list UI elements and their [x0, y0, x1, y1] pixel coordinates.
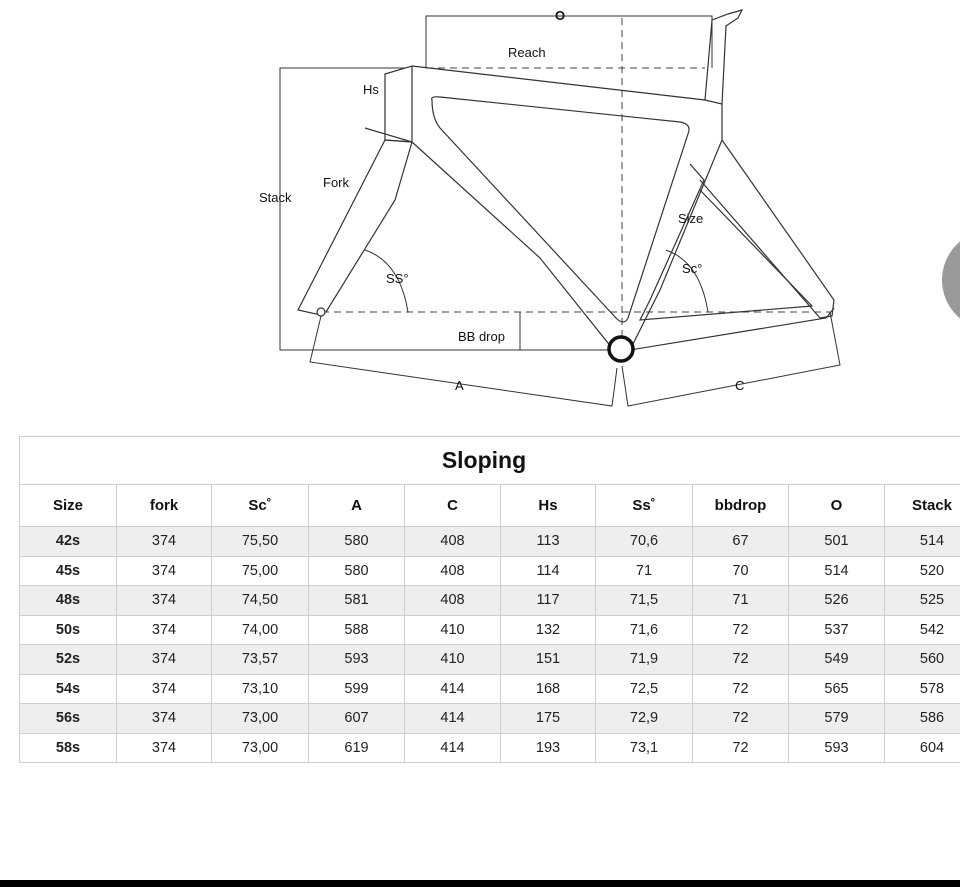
table-cell: 549: [789, 645, 885, 675]
header-o: O: [789, 485, 885, 527]
table-row: [20, 645, 960, 675]
header-sc: Sc˚: [212, 485, 309, 527]
header-a: A: [309, 485, 405, 527]
table-cell: 520: [885, 556, 960, 586]
size-cell: 50s: [20, 615, 117, 645]
table-cell: 70,6: [596, 527, 693, 557]
table-cell: 73,10: [212, 674, 309, 704]
table-cell: 374: [117, 733, 212, 763]
table-cell: 72,9: [596, 704, 693, 734]
table-cell: 408: [405, 556, 501, 586]
table-cell: 408: [405, 527, 501, 557]
table-cell: 374: [117, 645, 212, 675]
header-stack: Stack: [885, 485, 960, 527]
o-label: O: [555, 8, 566, 23]
table-cell: 593: [789, 733, 885, 763]
table-cell: 410: [405, 645, 501, 675]
table-row: [20, 733, 960, 763]
table-cell: 151: [501, 645, 596, 675]
table-cell: 410: [405, 615, 501, 645]
table-row: [20, 674, 960, 704]
table-body: [20, 527, 960, 763]
table-cell: 73,00: [212, 704, 309, 734]
table-cell: 74,00: [212, 615, 309, 645]
hs-label: Hs: [363, 82, 379, 97]
table-cell: 73,57: [212, 645, 309, 675]
table-cell: 72: [693, 674, 789, 704]
size-cell: 54s: [20, 674, 117, 704]
table-cell: 70: [693, 556, 789, 586]
main-frame: [412, 10, 834, 350]
table-cell: 193: [501, 733, 596, 763]
table-cell: 565: [789, 674, 885, 704]
table-cell: 74,50: [212, 586, 309, 616]
header-bbdrop: bbdrop: [693, 485, 789, 527]
table-cell: 537: [789, 615, 885, 645]
table-cell: 71: [596, 556, 693, 586]
table-cell: 117: [501, 586, 596, 616]
table-cell: 593: [309, 645, 405, 675]
table-cell: 607: [309, 704, 405, 734]
table-cell: 588: [309, 615, 405, 645]
header-ss: Ss˚: [596, 485, 693, 527]
size-cell: 58s: [20, 733, 117, 763]
table-cell: 132: [501, 615, 596, 645]
table-row: [20, 704, 960, 734]
table-row: [20, 527, 960, 557]
table-cell: 374: [117, 704, 212, 734]
size-cell: 42s: [20, 527, 117, 557]
frame-geometry-diagram: [0, 0, 960, 430]
size-label: Size: [678, 211, 704, 226]
stack-label: Stack: [259, 190, 292, 205]
geometry-table-grid: [19, 484, 960, 763]
table-cell: 619: [309, 733, 405, 763]
table-cell: 114: [501, 556, 596, 586]
table-cell: 501: [789, 527, 885, 557]
table-cell: 374: [117, 615, 212, 645]
header-fork: fork: [117, 485, 212, 527]
size-cell: 52s: [20, 645, 117, 675]
o-dimension: [426, 16, 712, 68]
table-cell: 75,00: [212, 556, 309, 586]
table-cell: 72: [693, 615, 789, 645]
bb-drop-label: BB drop: [458, 329, 505, 344]
table-cell: 175: [501, 704, 596, 734]
bottom-bar: [0, 880, 960, 887]
table-cell: 414: [405, 733, 501, 763]
fork-label: Fork: [323, 175, 349, 190]
c-dimension: [622, 312, 840, 406]
header-hs: Hs: [501, 485, 596, 527]
table-cell: 604: [885, 733, 960, 763]
header-c: C: [405, 485, 501, 527]
table-cell: 514: [789, 556, 885, 586]
c-label: C: [735, 378, 745, 393]
table-cell: 73,1: [596, 733, 693, 763]
table-cell: 75,50: [212, 527, 309, 557]
fork: [298, 140, 412, 316]
geometry-table: [19, 436, 960, 763]
table-cell: 542: [885, 615, 960, 645]
table-cell: 560: [885, 645, 960, 675]
table-cell: 374: [117, 586, 212, 616]
table-cell: 168: [501, 674, 596, 704]
table-cell: 374: [117, 527, 212, 557]
table-cell: 71,6: [596, 615, 693, 645]
table-cell: 71: [693, 586, 789, 616]
table-cell: 113: [501, 527, 596, 557]
table-cell: 67: [693, 527, 789, 557]
table-cell: 72,5: [596, 674, 693, 704]
table-cell: 514: [885, 527, 960, 557]
table-title: Sloping: [19, 436, 960, 484]
table-cell: 374: [117, 556, 212, 586]
table-cell: 525: [885, 586, 960, 616]
reach-label: Reach: [508, 45, 546, 60]
table-cell: 374: [117, 674, 212, 704]
size-cell: 48s: [20, 586, 117, 616]
table-cell: 72: [693, 733, 789, 763]
table-cell: 73,00: [212, 733, 309, 763]
head-tube: [385, 66, 412, 142]
table-cell: 580: [309, 527, 405, 557]
table-cell: 581: [309, 586, 405, 616]
table-cell: 586: [885, 704, 960, 734]
size-cell: 45s: [20, 556, 117, 586]
table-cell: 408: [405, 586, 501, 616]
size-cell: 56s: [20, 704, 117, 734]
table-cell: 599: [309, 674, 405, 704]
table-cell: 578: [885, 674, 960, 704]
table-cell: 414: [405, 704, 501, 734]
ss-label: SS°: [386, 271, 409, 286]
table-row: [20, 586, 960, 616]
table-row: [20, 556, 960, 586]
sc-label: Sc°: [682, 261, 703, 276]
table-cell: 71,5: [596, 586, 693, 616]
table-cell: 414: [405, 674, 501, 704]
table-cell: 580: [309, 556, 405, 586]
a-label: A: [455, 378, 464, 393]
table-row: [20, 615, 960, 645]
table-cell: 579: [789, 704, 885, 734]
table-cell: 72: [693, 645, 789, 675]
table-cell: 72: [693, 704, 789, 734]
table-header-row: [20, 485, 960, 527]
bottom-bracket: [609, 337, 633, 361]
header-size: Size: [20, 485, 117, 527]
table-cell: 71,9: [596, 645, 693, 675]
table-cell: 526: [789, 586, 885, 616]
